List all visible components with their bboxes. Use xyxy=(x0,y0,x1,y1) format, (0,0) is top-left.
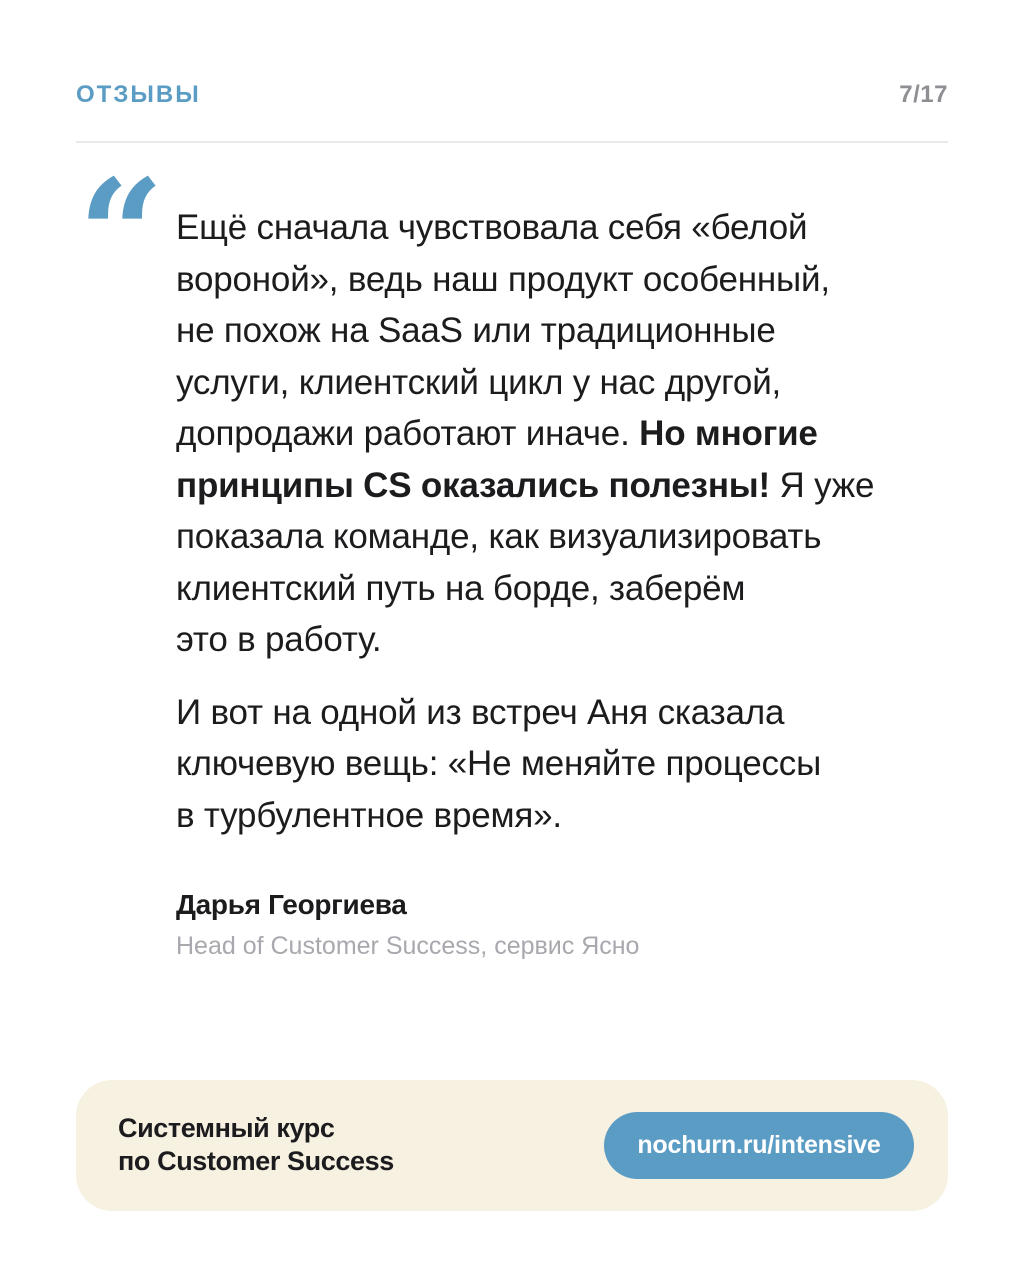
quote-line: клиентский путь на борде, заберём xyxy=(176,568,746,608)
section-label: ОТЗЫВЫ xyxy=(76,81,201,108)
promo-title xyxy=(118,1112,394,1178)
quote-line xyxy=(176,460,936,512)
promo-title-line: Системный курс xyxy=(118,1113,335,1143)
quote-mark-icon: “ xyxy=(78,147,165,323)
quote-line: И вот на одной из встреч Аня сказала xyxy=(176,692,785,732)
author-block xyxy=(176,886,936,966)
quote-line: показала команде, как визуализировать xyxy=(176,517,822,556)
quote-text: Я уже xyxy=(779,465,875,505)
quote-line: не похож на SaaS или традиционные xyxy=(176,311,776,350)
promo-title-line: по Customer Success xyxy=(118,1146,394,1176)
author-role: Head of Customer Success, сервис Ясно xyxy=(176,932,640,960)
quote-highlight: Но многие xyxy=(639,414,818,453)
quote-line: ключевую вещь: «Не меняйте процессы xyxy=(176,744,822,783)
quote-line: услуги, клиентский цикл у нас другой, xyxy=(176,362,782,402)
page-counter: 7/17 xyxy=(899,81,948,108)
header xyxy=(76,78,948,112)
quote-text: допродажи работают иначе. xyxy=(176,414,630,453)
quote-paragraph-1 xyxy=(176,202,936,666)
header-divider xyxy=(76,141,948,143)
quote-line: это в работу. xyxy=(176,620,382,659)
quote-highlight: принципы CS оказались полезны! xyxy=(176,465,770,505)
quote-line xyxy=(176,408,936,460)
quote-line: в турбулентное время». xyxy=(176,795,562,835)
course-link-button[interactable]: nochurn.ru/intensive xyxy=(604,1112,914,1179)
promo-card xyxy=(76,1080,948,1211)
quote-line: Ещё сначала чувствовала себя «белой xyxy=(176,208,808,247)
testimonial-quote xyxy=(176,202,936,841)
quote-paragraph-2 xyxy=(176,687,936,842)
author-name: Дарья Георгиева xyxy=(176,889,407,920)
quote-line: вороной», ведь наш продукт особенный, xyxy=(176,259,830,299)
